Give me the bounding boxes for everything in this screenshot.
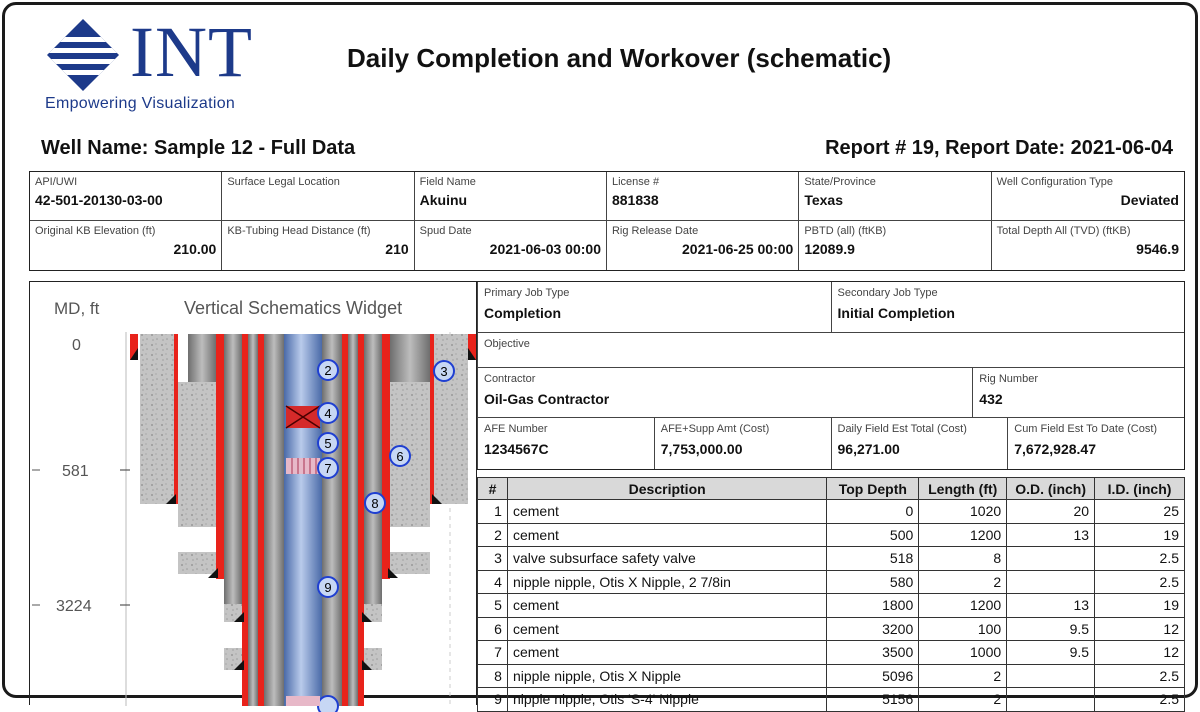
column-header[interactable]: # bbox=[478, 478, 508, 500]
table-cell: 518 bbox=[827, 547, 919, 571]
table-cell: 12 bbox=[1095, 617, 1185, 641]
casing-string bbox=[174, 334, 178, 504]
well-info-label: PBTD (all) (ftKB) bbox=[804, 225, 887, 237]
cum-field-cell: Cum Field Est To Date (Cost) 7,672,928.47 bbox=[1007, 418, 1184, 469]
column-header[interactable]: Description bbox=[507, 478, 826, 500]
schematic-marker[interactable] bbox=[318, 360, 338, 380]
vertical-schematics-widget[interactable] bbox=[29, 281, 477, 705]
schematic-canvas bbox=[30, 282, 478, 706]
logo-text: INT bbox=[130, 12, 253, 92]
casing-string bbox=[358, 334, 364, 706]
cement-layer bbox=[178, 382, 216, 527]
table-cell: 1200 bbox=[919, 523, 1007, 547]
cement-layer bbox=[390, 552, 430, 574]
description-cell: cement bbox=[507, 594, 826, 618]
table-cell: 3 bbox=[478, 547, 508, 571]
rig-number-value: 432 bbox=[979, 391, 1003, 407]
table-cell: 7 bbox=[478, 641, 508, 665]
tubing-string bbox=[284, 334, 322, 706]
well-info-label: Surface Legal Location bbox=[227, 176, 340, 188]
report-info: Report # 19, Report Date: 2021-06-04 bbox=[825, 137, 1173, 159]
table-cell: 5156 bbox=[827, 688, 919, 712]
marker-label: 2 bbox=[324, 363, 332, 378]
casing-string bbox=[258, 334, 264, 706]
job-info-table bbox=[477, 281, 1185, 470]
table-cell: 2.5 bbox=[1095, 664, 1185, 688]
afe-supp-cell: AFE+Supp Amt (Cost) 7,753,000.00 bbox=[654, 418, 831, 469]
table-cell: 2 bbox=[478, 523, 508, 547]
table-cell bbox=[1007, 664, 1095, 688]
well-info-value: 12089.9 bbox=[804, 241, 855, 257]
well-info-cell bbox=[222, 172, 414, 221]
page-title: Daily Completion and Workover (schematic) bbox=[347, 43, 892, 73]
table-cell: 2 bbox=[919, 664, 1007, 688]
contractor-value: Oil-Gas Contractor bbox=[484, 391, 610, 407]
table-cell: 1020 bbox=[919, 500, 1007, 524]
table-cell: 2 bbox=[919, 570, 1007, 594]
table-cell: 13 bbox=[1007, 523, 1095, 547]
well-info-cell bbox=[799, 221, 991, 270]
schematic-marker[interactable] bbox=[434, 361, 454, 381]
column-header[interactable]: O.D. (inch) bbox=[1007, 478, 1095, 500]
table-cell: 6 bbox=[478, 617, 508, 641]
secondary-job-type-value: Initial Completion bbox=[837, 305, 955, 321]
well-info-label: Rig Release Date bbox=[611, 225, 699, 237]
well-info-label: API/UWI bbox=[35, 176, 78, 188]
table-row[interactable] bbox=[478, 500, 1185, 524]
table-row[interactable] bbox=[478, 617, 1185, 641]
casing-string bbox=[242, 334, 248, 706]
table-cell: 500 bbox=[827, 523, 919, 547]
well-info-value: Texas bbox=[804, 192, 843, 208]
afe-number-cell: AFE Number 1234567C bbox=[477, 418, 654, 469]
cum-field-value: 7,672,928.47 bbox=[1014, 441, 1096, 457]
table-cell: 9 bbox=[478, 688, 508, 712]
well-info-value: 881838 bbox=[611, 192, 659, 208]
well-info-cell bbox=[415, 172, 607, 221]
schematic-marker[interactable] bbox=[318, 433, 338, 453]
cement-layer bbox=[434, 334, 468, 504]
table-cell: 2 bbox=[919, 688, 1007, 712]
table-cell: 2.5 bbox=[1095, 547, 1185, 571]
md-axis-label: MD, ft bbox=[54, 299, 100, 318]
table-cell: 1200 bbox=[919, 594, 1007, 618]
table-cell: 13 bbox=[1007, 594, 1095, 618]
components-table-wrap bbox=[477, 477, 1185, 708]
table-cell: 1000 bbox=[919, 641, 1007, 665]
marker-label: 5 bbox=[324, 436, 332, 451]
schematic-marker[interactable] bbox=[318, 577, 338, 597]
cement-layer bbox=[140, 334, 174, 504]
table-row[interactable] bbox=[478, 641, 1185, 665]
table-cell: 5 bbox=[478, 594, 508, 618]
table-cell: 0 bbox=[827, 500, 919, 524]
logo-tagline: Empowering Visualization bbox=[45, 95, 236, 112]
table-row[interactable] bbox=[478, 523, 1185, 547]
table-cell: 25 bbox=[1095, 500, 1185, 524]
table-cell: 2.5 bbox=[1095, 570, 1185, 594]
description-cell: valve subsurface safety valve bbox=[507, 547, 826, 571]
marker-label: 6 bbox=[396, 449, 404, 464]
well-info-value: 210 bbox=[385, 241, 409, 257]
table-cell: 1 bbox=[478, 500, 508, 524]
casing-string bbox=[382, 334, 390, 579]
depth-tick-label: 581 bbox=[62, 463, 89, 480]
description-cell: cement bbox=[507, 617, 826, 641]
description-cell: cement bbox=[507, 641, 826, 665]
table-row[interactable] bbox=[478, 547, 1185, 571]
table-cell: 8 bbox=[478, 664, 508, 688]
well-info-value: 210.00 bbox=[173, 241, 217, 257]
marker-label: 8 bbox=[371, 496, 379, 511]
well-info-cell bbox=[30, 221, 222, 270]
table-cell: 9.5 bbox=[1007, 617, 1095, 641]
table-row[interactable] bbox=[478, 570, 1185, 594]
well-info-value: 9546.9 bbox=[1136, 241, 1179, 257]
well-name: Well Name: Sample 12 - Full Data bbox=[41, 137, 356, 159]
table-cell: 580 bbox=[827, 570, 919, 594]
well-info-label: Well Configuration Type bbox=[996, 176, 1114, 188]
table-cell: 5096 bbox=[827, 664, 919, 688]
daily-field-cell: Daily Field Est Total (Cost) 96,271.00 bbox=[831, 418, 1008, 469]
afe-number-value: 1234567C bbox=[484, 441, 549, 457]
table-cell: 3500 bbox=[827, 641, 919, 665]
depth-tick-label: 3224 bbox=[56, 598, 92, 615]
company-logo bbox=[45, 12, 275, 117]
well-info-label: Spud Date bbox=[419, 225, 472, 237]
table-cell: 2.5 bbox=[1095, 688, 1185, 712]
column-header[interactable]: Top Depth bbox=[827, 478, 919, 500]
marker-label: 3 bbox=[440, 364, 448, 379]
well-info-label: Field Name bbox=[419, 176, 476, 188]
schematic-marker[interactable] bbox=[318, 458, 338, 478]
casing-string bbox=[342, 334, 348, 706]
table-row[interactable] bbox=[478, 688, 1185, 712]
table-row[interactable] bbox=[478, 664, 1185, 688]
column-header[interactable]: I.D. (inch) bbox=[1095, 478, 1185, 500]
table-cell: 1800 bbox=[827, 594, 919, 618]
casing-string bbox=[216, 334, 224, 579]
nipple bbox=[286, 458, 320, 474]
well-info-cell bbox=[992, 221, 1184, 270]
table-cell: 12 bbox=[1095, 641, 1185, 665]
int-logo-icon bbox=[45, 17, 121, 93]
well-info-label: Total Depth All (TVD) (ftKB) bbox=[996, 225, 1131, 237]
table-cell: 19 bbox=[1095, 523, 1185, 547]
primary-job-type-value: Completion bbox=[484, 305, 561, 321]
table-cell: 9.5 bbox=[1007, 641, 1095, 665]
table-cell: 20 bbox=[1007, 500, 1095, 524]
daily-field-value: 96,271.00 bbox=[837, 441, 900, 457]
components-table bbox=[477, 477, 1185, 712]
table-cell: 100 bbox=[919, 617, 1007, 641]
depth-tick-label: 0 bbox=[72, 337, 81, 354]
casing-string bbox=[430, 334, 434, 504]
table-cell: 4 bbox=[478, 570, 508, 594]
marker-label: 4 bbox=[324, 406, 332, 421]
description-cell: nipple nipple, Otis X Nipple bbox=[507, 664, 826, 688]
table-header-row bbox=[478, 478, 1185, 500]
secondary-job-type-cell: Secondary Job Type Initial Completion bbox=[831, 282, 1185, 332]
column-header[interactable]: Length (ft) bbox=[919, 478, 1007, 500]
marker-label: 7 bbox=[324, 461, 332, 476]
afe-supp-value: 7,753,000.00 bbox=[660, 441, 743, 457]
well-info-cell bbox=[222, 221, 414, 270]
description-cell: nipple nipple, Otis 'S-4' Nipple bbox=[507, 688, 826, 712]
table-cell: 19 bbox=[1095, 594, 1185, 618]
well-info-value: 2021-06-03 00:00 bbox=[489, 241, 601, 257]
well-info-cell bbox=[607, 172, 799, 221]
cement-layer bbox=[178, 552, 216, 574]
well-info-value: Deviated bbox=[1120, 192, 1179, 208]
well-info-value: 2021-06-25 00:00 bbox=[682, 241, 794, 257]
schematic-marker[interactable] bbox=[318, 403, 338, 423]
schematic-marker[interactable] bbox=[390, 446, 410, 466]
table-row[interactable] bbox=[478, 594, 1185, 618]
well-info-cell bbox=[415, 221, 607, 270]
table-cell bbox=[1007, 570, 1095, 594]
widget-title: Vertical Schematics Widget bbox=[184, 298, 403, 318]
well-info-cell bbox=[992, 172, 1184, 221]
well-info-label: KB-Tubing Head Distance (ft) bbox=[227, 225, 371, 237]
objective-cell: Objective bbox=[477, 333, 1184, 367]
table-cell: 3200 bbox=[827, 617, 919, 641]
description-cell: cement bbox=[507, 500, 826, 524]
well-info-cell bbox=[30, 172, 222, 221]
rig-number-cell: Rig Number 432 bbox=[972, 368, 1184, 417]
well-info-label: State/Province bbox=[804, 176, 876, 188]
report-frame bbox=[2, 2, 1198, 708]
well-info-value: Akuinu bbox=[419, 192, 468, 208]
description-cell: nipple nipple, Otis X Nipple, 2 7/8in bbox=[507, 570, 826, 594]
table-cell bbox=[1007, 688, 1095, 712]
well-info-label: Original KB Elevation (ft) bbox=[35, 225, 156, 237]
well-info-label: License # bbox=[611, 176, 660, 188]
primary-job-type-cell: Primary Job Type Completion bbox=[477, 282, 831, 332]
well-info-cell bbox=[607, 221, 799, 270]
table-cell: 8 bbox=[919, 547, 1007, 571]
description-cell: cement bbox=[507, 523, 826, 547]
well-info-value: 42-501-20130-03-00 bbox=[35, 192, 163, 208]
contractor-cell: Contractor Oil-Gas Contractor bbox=[477, 368, 972, 417]
schematic-marker[interactable] bbox=[365, 493, 385, 513]
well-info-cell bbox=[799, 172, 991, 221]
well-info-grid bbox=[29, 171, 1185, 271]
marker-label: 9 bbox=[324, 580, 332, 595]
table-cell bbox=[1007, 547, 1095, 571]
